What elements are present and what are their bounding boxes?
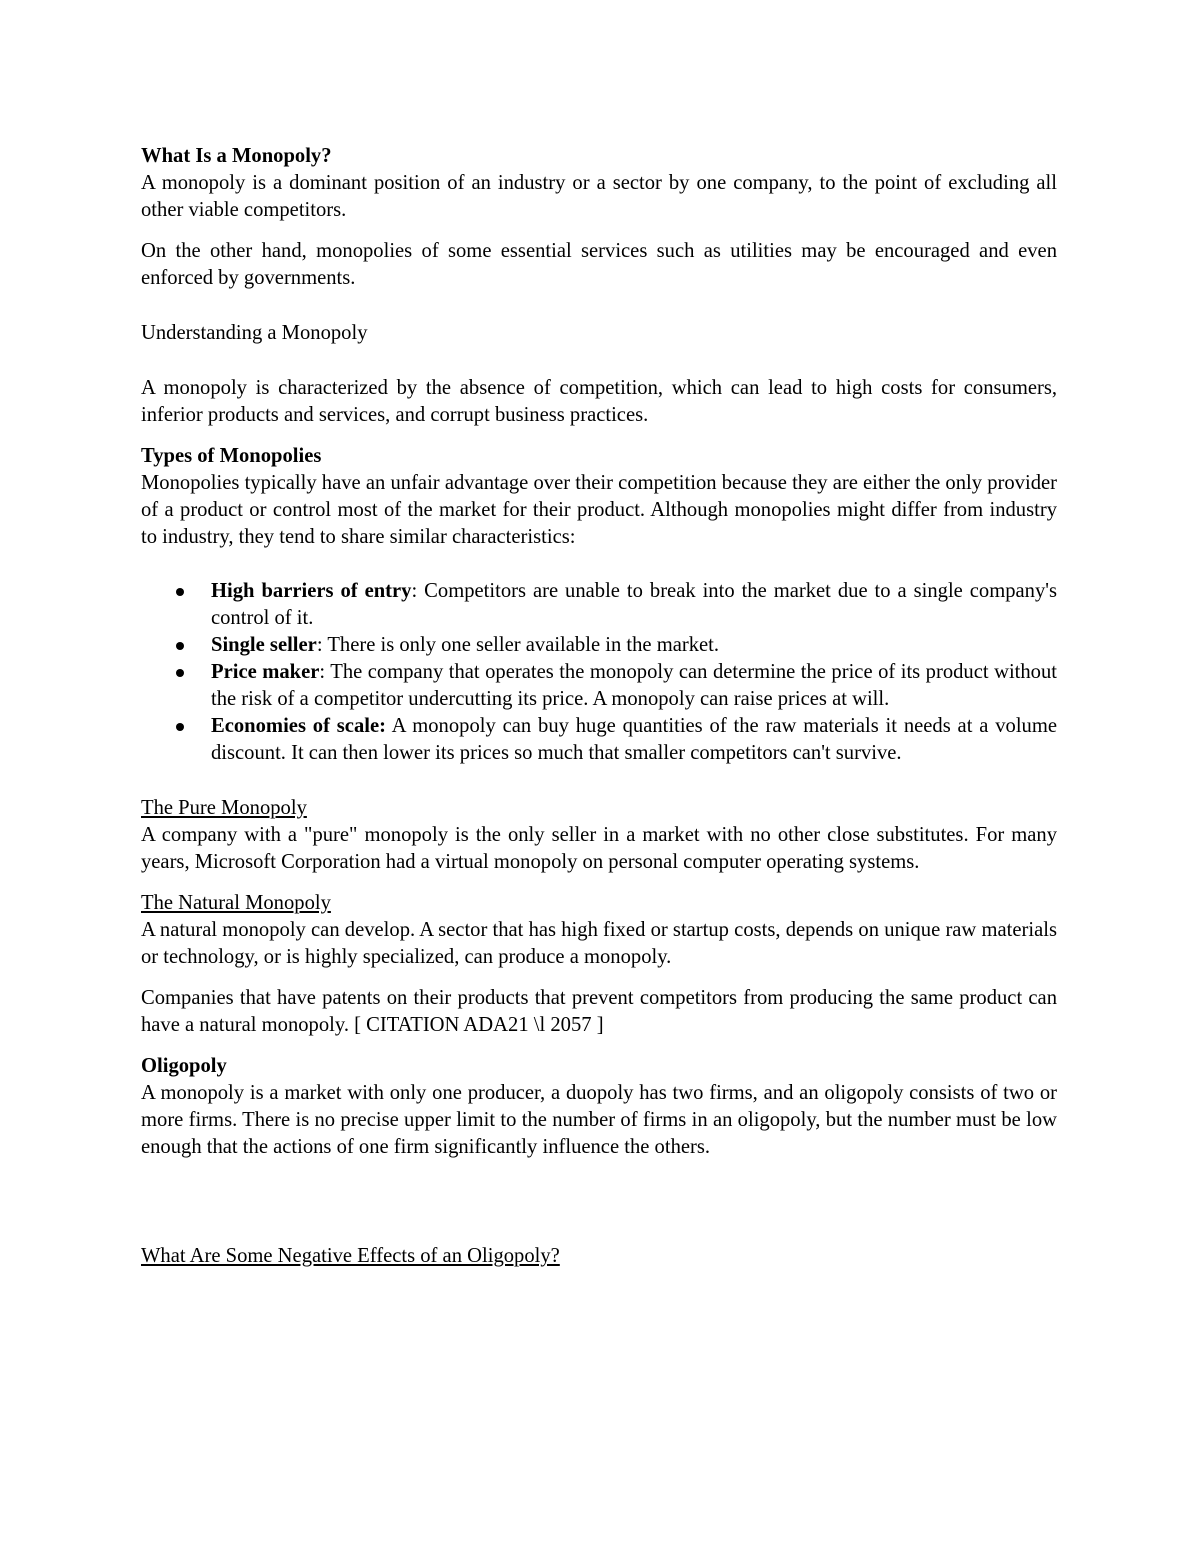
heading-negative-effects: What Are Some Negative Effects of an Oligopoly?: [141, 1245, 560, 1267]
heading-pure-monopoly: The Pure Monopoly: [141, 797, 307, 819]
list-item-text: : There is only one seller available in the market.: [316, 634, 720, 656]
list-item: [141, 632, 1057, 659]
bullet-icon: [176, 723, 184, 731]
paragraph-understanding: A monopoly is characterized by the absence of competition, which can lead to high costs for consumers, inferior products and services, and corrupt business practices.: [141, 377, 1057, 426]
paragraph-pure-monopoly: A company with a "pure" monopoly is the only seller in a market with no other close substitutes. For many years, Microsoft Corporation had a virtual monopoly on personal computer operating systems.: [141, 824, 1057, 873]
heading-types-of-monopolies: Types of Monopolies: [141, 445, 322, 467]
paragraph-natural-monopoly: A natural monopoly can develop. A sector that has high fixed or startup costs, depends on unique raw materials or technology, or is highly specialized, can produce a monopoly.: [141, 919, 1057, 968]
list-item: [141, 578, 1057, 632]
list-item-text: : The company that operates the monopoly can determine the price of its product without the risk of a competitor undercutting its price. A monopoly can raise prices at will.: [211, 661, 1057, 710]
bullet-icon: [176, 669, 184, 677]
characteristics-list: [141, 578, 1057, 767]
list-item: [141, 713, 1057, 767]
document-page: [141, 143, 1057, 1270]
paragraph-monopoly-utilities: On the other hand, monopolies of some essential services such as utilities may be encouraged and even enforced by governments.: [141, 240, 1057, 289]
paragraph-oligopoly: A monopoly is a market with only one producer, a duopoly has two firms, and an oligopoly consists of two or more firms. There is no precise upper limit to the number of firms in an oligopoly, but the number must be low enough that the actions of one firm significantly influence the others.: [141, 1082, 1057, 1158]
heading-what-is-a-monopoly: What Is a Monopoly?: [141, 145, 332, 167]
paragraph-monopoly-definition: A monopoly is a dominant position of an industry or a sector by one company, to the point of excluding all other viable competitors.: [141, 172, 1057, 221]
bullet-icon: [176, 642, 184, 650]
heading-oligopoly: Oligopoly: [141, 1055, 227, 1077]
list-item-term: Price maker: [211, 661, 320, 683]
paragraph-types-intro: Monopolies typically have an unfair advantage over their competition because they are either the only provider of a product or control most of the market for their product. Although monopolies might differ from industry to industry, they tend to share similar characteristics:: [141, 472, 1057, 548]
bullet-icon: [176, 588, 184, 596]
list-item-term: Single seller: [211, 634, 317, 656]
heading-understanding-a-monopoly: Understanding a Monopoly: [141, 322, 368, 344]
list-item-term: High barriers of entry: [211, 580, 412, 602]
list-item-text: : Competitors are unable to break into the market due to a single company's control of it.: [211, 580, 1057, 629]
paragraph-patents: Companies that have patents on their products that prevent competitors from producing the same product can have a natural monopoly. [ CITATION ADA21 \l 2057 ]: [141, 987, 1057, 1036]
list-item-text: A monopoly can buy huge quantities of the raw materials it needs at a volume discount. It can then lower its prices so much that smaller competitors can't survive.: [211, 715, 1058, 764]
list-item-term: Economies of scale:: [211, 715, 386, 737]
list-item: [141, 659, 1057, 713]
heading-natural-monopoly: The Natural Monopoly: [141, 892, 331, 914]
